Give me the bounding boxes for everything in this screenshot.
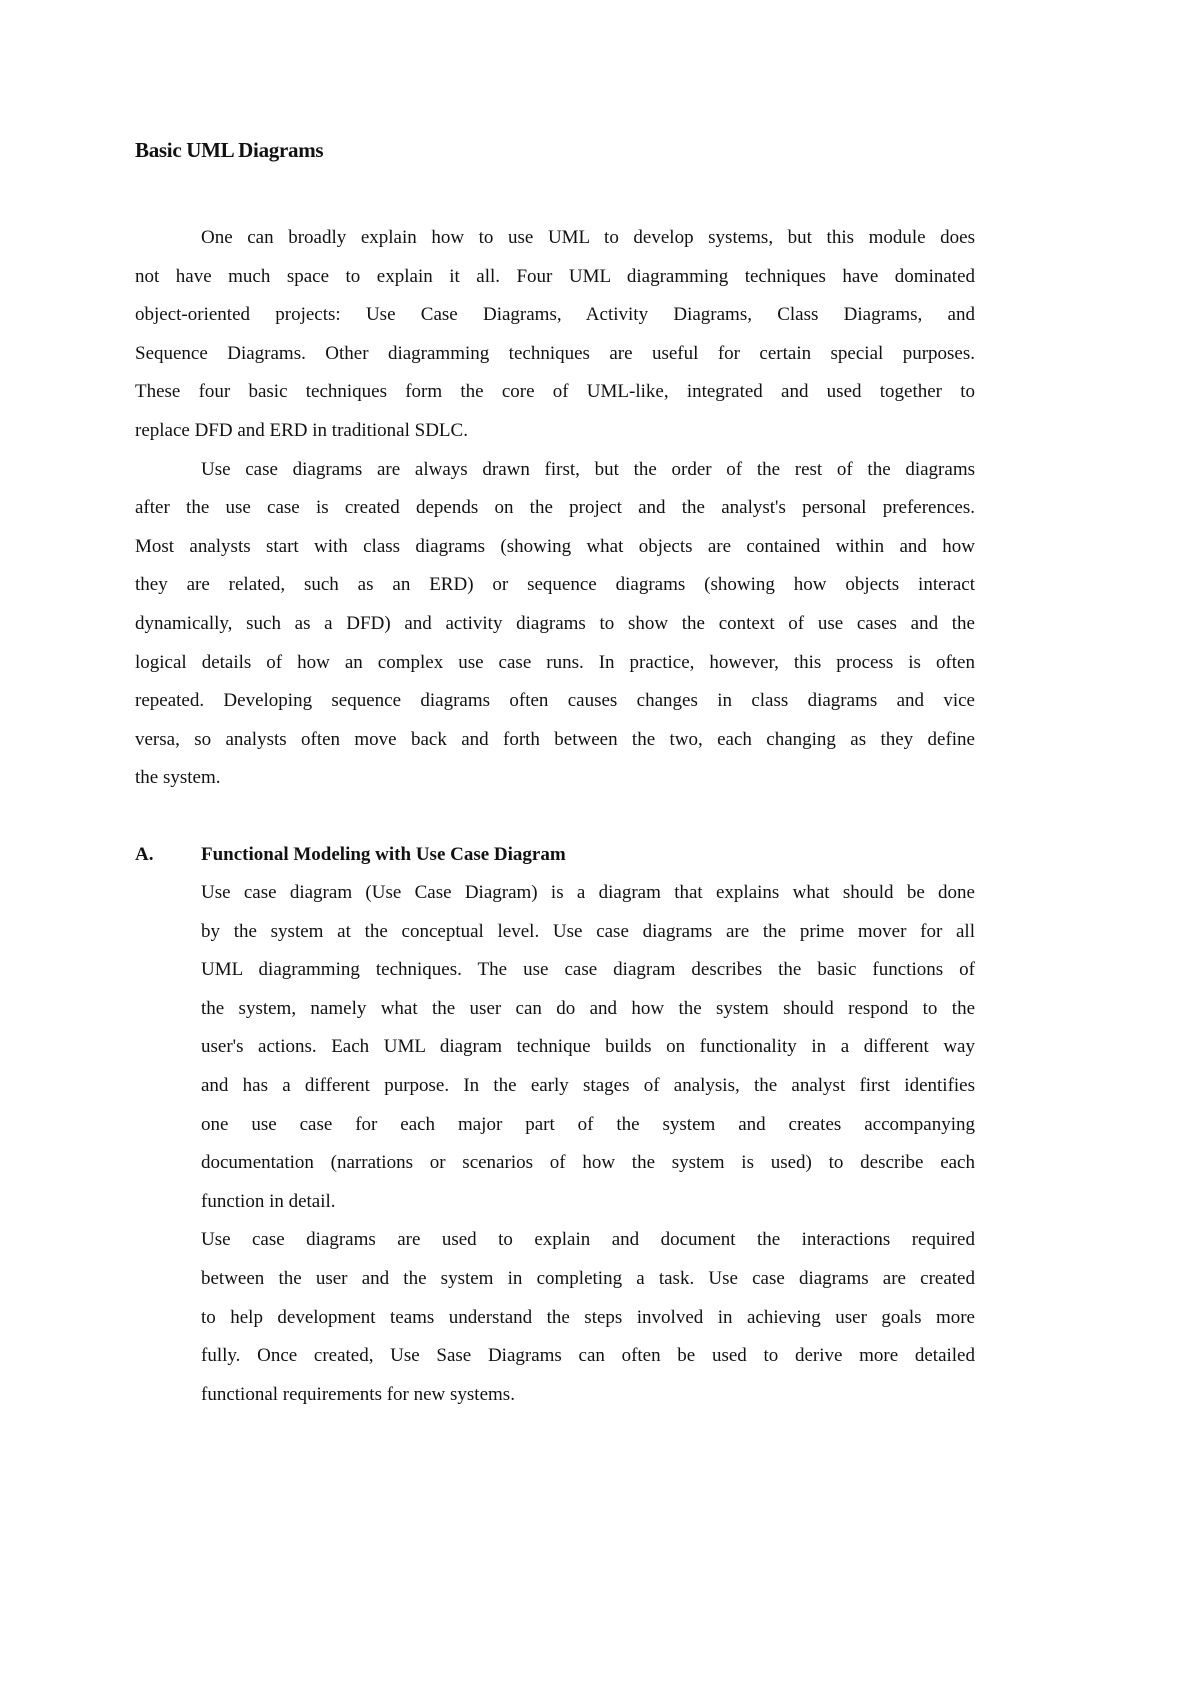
text-line: fully. Once created, Use Sase Diagrams can often be used to derive more detailed <box>201 1345 975 1367</box>
text-line: between the user and the system in completing a task. Use case diagrams are created <box>201 1267 975 1289</box>
text-line: Use case diagrams are used to explain and document the interactions required <box>201 1229 975 1251</box>
text-line: one use case for each major part of the system and creates accompanying <box>201 1113 975 1135</box>
paragraph <box>135 219 975 451</box>
intro-section <box>135 219 975 798</box>
paragraph <box>135 451 975 798</box>
text-line: not have much space to explain it all. Four UML diagramming techniques have dominated <box>135 265 975 287</box>
paragraph <box>201 874 975 1221</box>
text-line: the system. <box>135 767 221 789</box>
text-line: Use case diagram (Use Case Diagram) is a diagram that explains what should be done <box>201 882 975 903</box>
page-title: Basic UML Diagrams <box>135 138 324 162</box>
text-line: logical details of how an complex use case runs. In practice, however, this process is often <box>135 651 975 673</box>
paragraph <box>201 1221 975 1414</box>
text-line: user's actions. Each UML diagram technique builds on functionality in a different way <box>201 1036 975 1058</box>
text-line: dynamically, such as a DFD) and activity diagrams to show the context of use cases and the <box>135 612 975 634</box>
text-line: documentation (narrations or scenarios of how the system is used) to describe each <box>201 1152 975 1174</box>
text-line: Sequence Diagrams. Other diagramming techniques are useful for certain special purposes. <box>135 342 975 364</box>
text-line: repeated. Developing sequence diagrams often causes changes in class diagrams and vice <box>135 690 975 712</box>
text-line: and has a different purpose. In the early stages of analysis, the analyst first identifies <box>201 1074 975 1096</box>
text-line: to help development teams understand the steps involved in achieving user goals more <box>201 1306 975 1328</box>
text-line: after the use case is created depends on the project and the analyst's personal preferences. <box>135 497 975 519</box>
text-line: UML diagramming techniques. The use case diagram describes the basic functions of <box>201 959 975 981</box>
section-a-body <box>201 874 975 1414</box>
text-line: functional requirements for new systems. <box>201 1383 515 1405</box>
text-line: Most analysts start with class diagrams (showing what objects are contained within and how <box>135 535 975 557</box>
text-line: the system, namely what the user can do and how the system should respond to the <box>201 997 975 1019</box>
text-line: they are related, such as an ERD) or sequence diagrams (showing how objects interact <box>135 574 975 596</box>
text-line: versa, so analysts often move back and forth between the two, each changing as they define <box>135 728 975 750</box>
text-line: These four basic techniques form the core of UML-like, integrated and used together to <box>135 381 975 403</box>
text-line: by the system at the conceptual level. Use case diagrams are the prime mover for all <box>201 920 975 942</box>
section-a-title: Functional Modeling with Use Case Diagram <box>201 844 566 865</box>
text-line: replace DFD and ERD in traditional SDLC. <box>135 419 468 441</box>
text-line: One can broadly explain how to use UML to develop systems, but this module does <box>201 227 975 248</box>
text-line: object-oriented projects: Use Case Diagrams, Activity Diagrams, Class Diagrams, and <box>135 304 975 326</box>
text-line: Use case diagrams are always drawn first, but the order of the rest of the diagrams <box>201 458 975 480</box>
text-line: function in detail. <box>201 1190 336 1212</box>
section-a-heading <box>135 840 566 870</box>
section-a-number: A. <box>135 844 154 865</box>
